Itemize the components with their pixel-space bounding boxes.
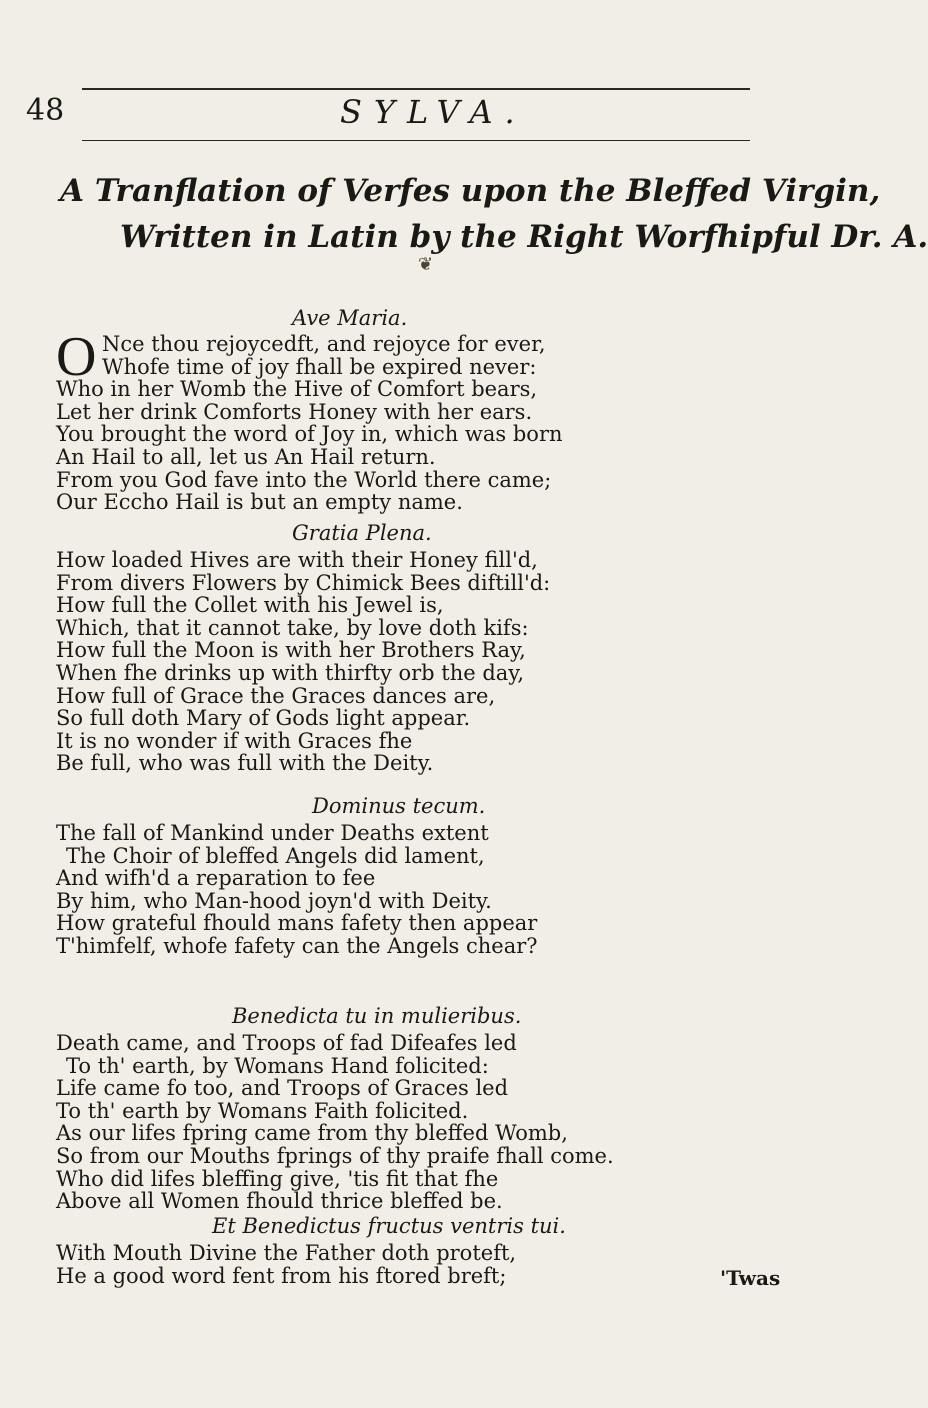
verse-line: Which, that it cannot take, by love doth kifs: [56, 615, 529, 640]
section-heading-ave-maria: Ave Maria. [292, 306, 408, 330]
verse-line: How loaded Hives are with their Honey fill'd, [56, 548, 538, 572]
verse-line: The Choir of bleffed Angels did lament, [66, 843, 485, 868]
verse-line: So full doth Mary of Gods light appear. [56, 706, 471, 731]
drop-capital: O [56, 326, 97, 388]
verse-line: By him, who Man-hood joyn'd with Deity. [56, 888, 492, 913]
section-heading-benedicta: Benedicta tu in mulieribus. [232, 1004, 522, 1028]
stanza-benedicta [56, 1032, 614, 1213]
verse-line: How grateful fhould mans fafety then appear [56, 911, 538, 936]
verse-line: It is no wonder if with Graces fhe [56, 728, 413, 753]
verse-line: Life came fo too, and Troops of Graces led [56, 1076, 509, 1101]
fleuron-ornament: ❦ [418, 254, 434, 275]
verse-line: Who did lifes bleffing give, 'tis fit that fhe [56, 1166, 499, 1191]
section-heading-benedictus-fructus: Et Benedictus fructus ventris tui. [212, 1214, 566, 1238]
verse-line: With Mouth Divine the Father doth proteft, [56, 1241, 517, 1265]
verse-line: When fhe drinks up with thirfty orb the day, [56, 660, 525, 685]
verse-line: You brought the word of Joy in, which was born [56, 422, 563, 447]
verse-line: From you God fave into the World there came; [56, 467, 552, 492]
header-rule-top [82, 88, 750, 90]
verse-line: As our lifes fpring came from thy bleffed Womb, [56, 1121, 568, 1146]
catchword: 'Twas [720, 1266, 781, 1290]
verse-line: From divers Flowers by Chimick Bees diftill'd: [56, 570, 551, 595]
verse-line: Be full, who was full with the Deity. [56, 751, 434, 776]
running-head: SYLVA. [340, 93, 527, 131]
verse-line: Who in her Womb the Hive of Comfort bears, [56, 377, 538, 402]
verse-line: An Hail to all, let us An Hail return. [56, 445, 436, 469]
section-heading-dominus-tecum: Dominus tecum. [312, 794, 486, 818]
title-line-2: Written in Latin by the Right Worfhipful Dr. A. [120, 219, 928, 255]
verse-line: Our Eccho Hail is but an empty name. [56, 490, 463, 515]
stanza-benedictus-fructus [56, 1242, 516, 1287]
stanza-dominus-tecum [56, 822, 538, 958]
verse-line: How full the Collet with his Jewel is, [56, 593, 444, 618]
stanza-gratia-plena [56, 549, 550, 775]
verse-line: To th' earth, by Womans Hand folicited: [66, 1053, 489, 1078]
verse-line: He a good word fent from his ftored breft; [56, 1263, 507, 1288]
verse-line: So from our Mouths fprings of thy praife fhall come. [56, 1143, 614, 1168]
title-line-1: A Tranflation of Verfes upon the Bleffed Virgin, [60, 173, 881, 209]
verse-line: To th' earth by Womans Faith folicited. [56, 1098, 469, 1123]
verse-line: How full the Moon is with her Brothers Ray, [56, 638, 526, 663]
verse-line: And wifh'd a reparation to fee [56, 866, 376, 891]
verse-line: How full of Grace the Graces dances are, [56, 683, 496, 708]
page-number: 48 [26, 93, 65, 128]
verse-line: The fall of Mankind under Deaths extent [56, 821, 489, 845]
verse-line: Nce thou rejoycedft, and rejoyce for ever, [102, 332, 546, 356]
poem-title [60, 168, 928, 260]
verse-line: Let her drink Comforts Honey with her ears. [56, 399, 533, 424]
header-rule-bottom [82, 140, 750, 141]
section-heading-gratia-plena: Gratia Plena. [292, 521, 432, 545]
verse-line: T'himfelf, whofe fafety can the Angels chear? [56, 933, 538, 958]
verse-line: Whofe time of joy fhall be expired never: [102, 354, 537, 379]
verse-line: Above all Women fhould thrice bleffed be. [56, 1189, 503, 1214]
verse-line: Death came, and Troops of fad Difeafes led [56, 1031, 517, 1055]
